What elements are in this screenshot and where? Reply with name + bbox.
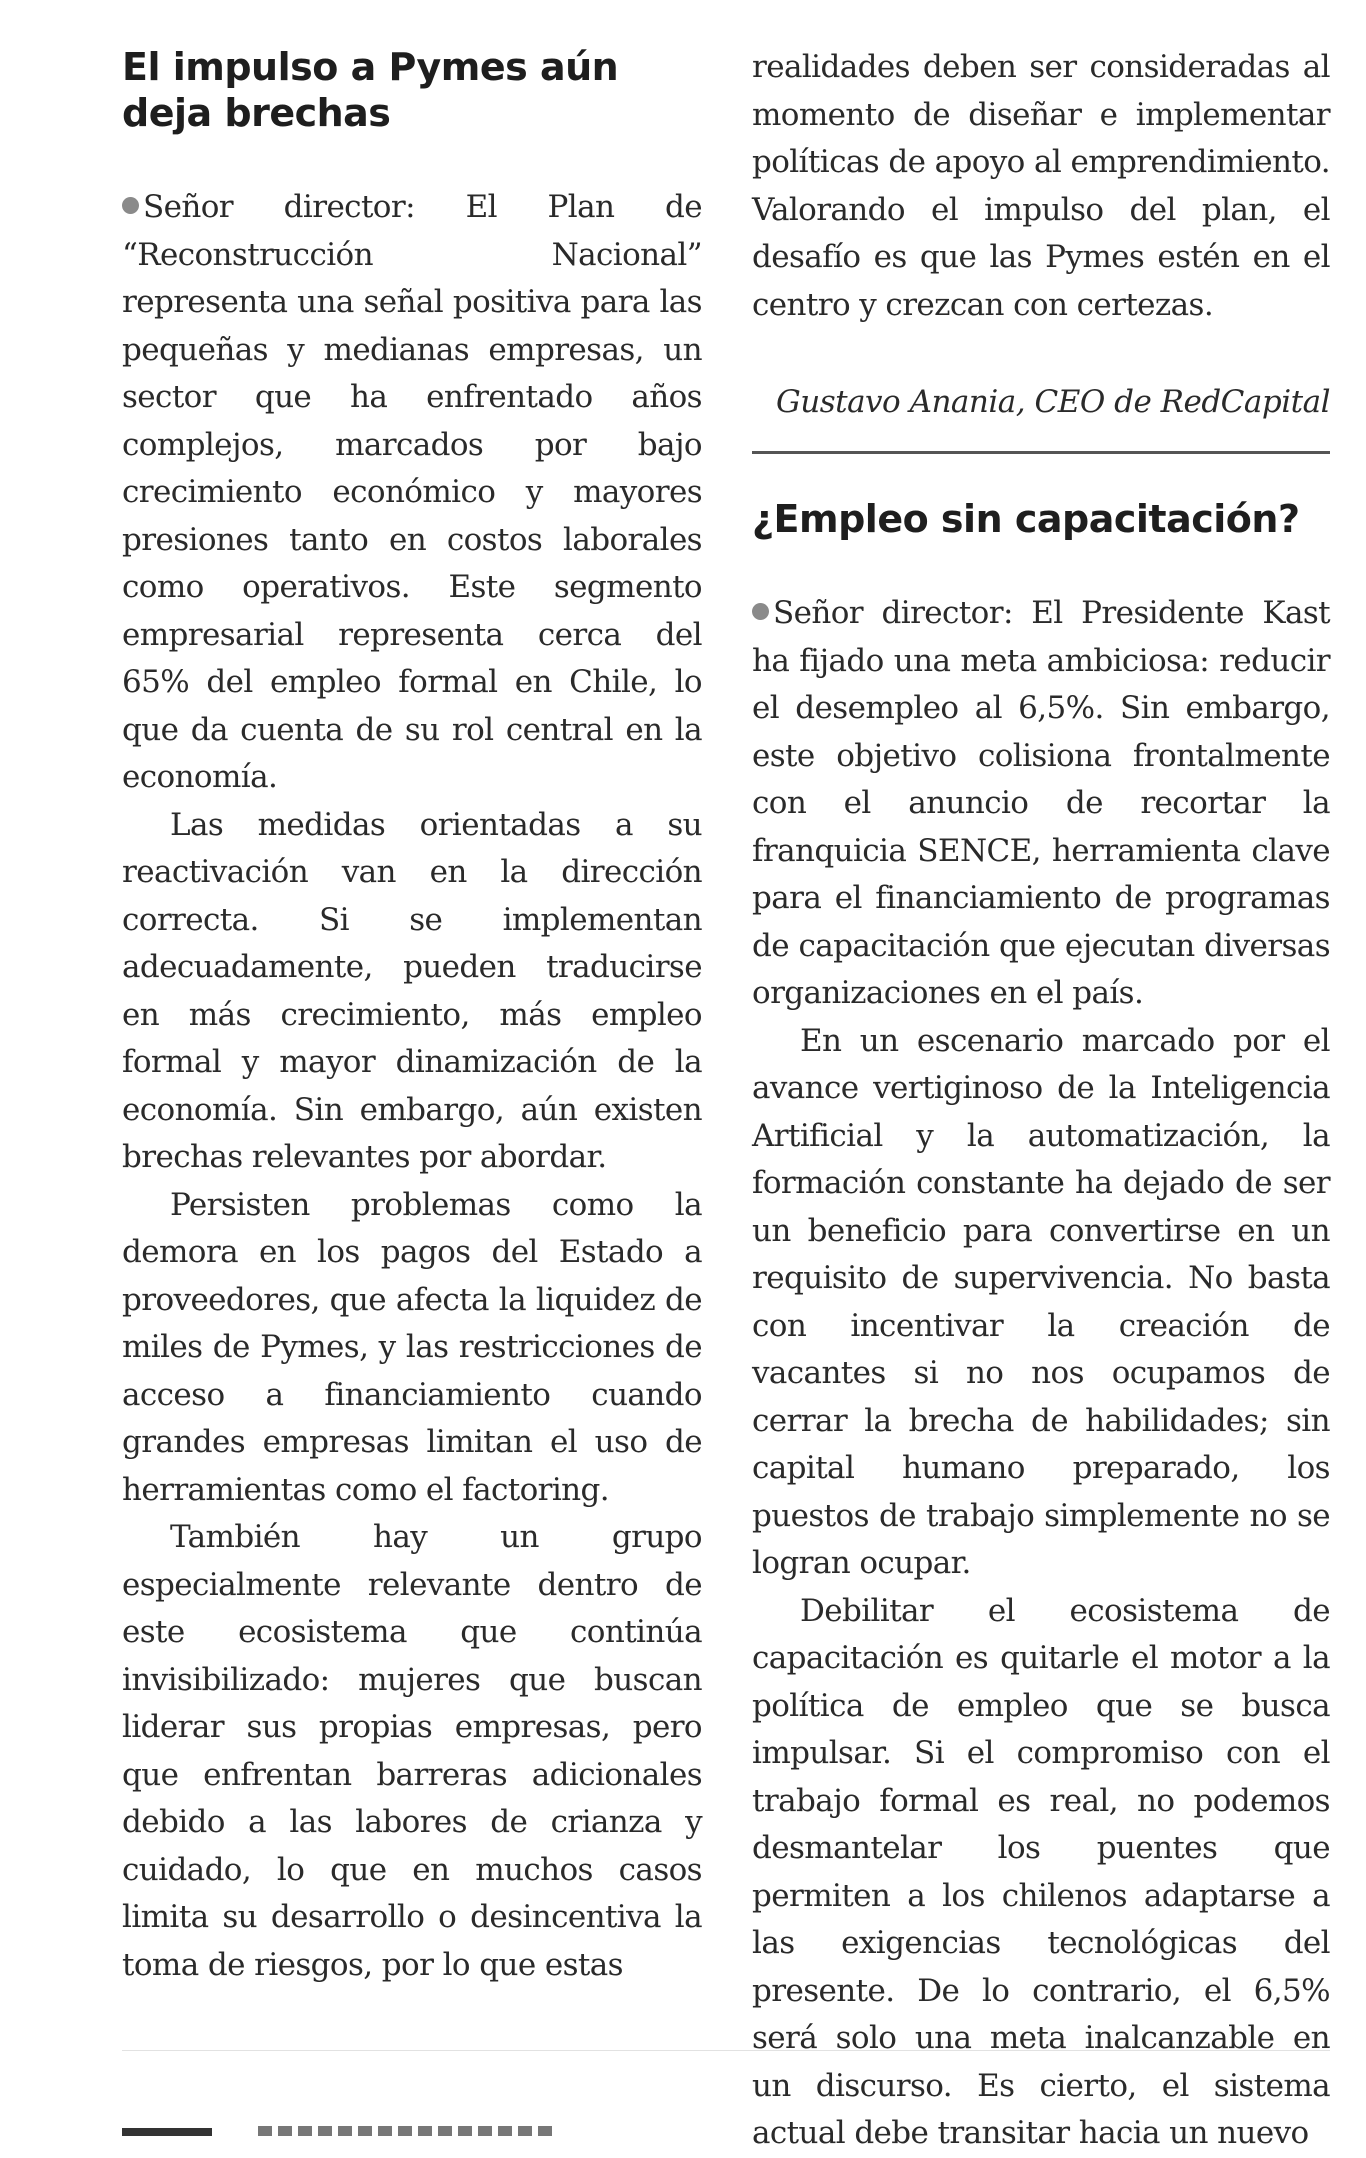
- letter-pymes-title: El impulso a Pymes aún deja brechas: [122, 45, 619, 135]
- letter-pymes-paragraph-3: Persisten problemas como la demora en los pagos del Estado a proveedores, que afecta la liquidez de miles de Pymes, y las restricciones de acceso a financiamiento cuando grandes empresas limitan el uso de herramientas como el factoring.: [122, 1186, 702, 1508]
- section-divider: [752, 451, 1330, 454]
- letter-empleo-paragraph-1: Señor director: El Presidente Kast ha fijado una meta ambiciosa: reducir el desempleo al 6,5%. Sin embargo, este objetivo colisiona frontalmente con el anuncio de recortar la franquicia SENCE, herramienta clave para el financiamiento de programas de capacitación que ejecutan diversas organizaciones en el país.: [752, 595, 1330, 1011]
- bullet-icon: [122, 197, 139, 214]
- letter-pymes-paragraph-4: También hay un grupo especialmente relevante dentro de este ecosistema que continúa invisibilizado: mujeres que buscan liderar sus propias empresas, pero que enfrentan barreras adicionales debido a las labores de crianza y cuidado, lo que en muchos casos limita su desarrollo o desincentiva la toma de riesgos, por lo que estas: [122, 1519, 702, 1983]
- letter-empleo-paragraph-2: En un escenario marcado por el avance vertiginoso de la Inteligencia Artificial y la automatización, la formación constante ha dejado de ser un beneficio para convertirse en un requisito de supervivencia. No basta con incentivar la creación de vacantes si no nos ocupamos de cerrar la brecha de habilidades; sin capital humano preparado, los puestos de trabajo simplemente no se logran ocupar.: [752, 1022, 1330, 1581]
- letter-pymes-paragraph-1: Señor director: El Plan de “Reconstrucción Nacional” representa una señal positiva para las pequeñas y medianas empresas, un sector que ha enfrentado años complejos, marcados por bajo crecimiento económico y mayores presiones tanto en costos laborales como operativos. Este segmento empresarial representa cerca del 65% del empleo formal en Chile, lo que da cuenta de su rol central en la economía.: [122, 189, 702, 795]
- letter-empleo-paragraph-3: Debilitar el ecosistema de capacitación es quitarle el motor a la política de empleo que se busca impulsar. Si el compromiso con el trabajo formal es real, no podemos desmantelar los puentes que permiten a los chilenos adaptarse a las exigencias tecnológicas del presente. De lo contrario, el 6,5% será solo una meta inalcanzable en un discurso. Es cierto, el sistema actual debe transitar hacia un nuevo: [752, 1592, 1330, 2151]
- letter-pymes-paragraph-2: Las medidas orientadas a su reactivación van en la dirección correcta. Si se implementan adecuadamente, pueden traducirse en más crecimiento, más empleo formal y mayor dinamización de la economía. Sin embargo, aún existen brechas relevantes por abordar.: [122, 806, 702, 1175]
- letter-pymes-paragraph-4-continued: realidades deben ser consideradas al momento de diseñar e implementar políticas de apoyo al emprendimiento. Valorando el impulso del plan, el desafío es que las Pymes estén en el centro y crezcan con certezas.: [752, 49, 1330, 323]
- letter-pymes: [122, 44, 702, 1989]
- letter-pymes-signature: Gustavo Anania, CEO de RedCapital: [775, 384, 1330, 420]
- cropped-logo-block: [122, 2128, 212, 2136]
- right-column: [752, 44, 1330, 2158]
- cropped-next-section-header: [122, 2126, 562, 2136]
- cropped-heading-fragment: [258, 2126, 558, 2136]
- page-bottom-rule: [122, 2050, 1330, 2051]
- letter-empleo-title: ¿Empleo sin capacitación?: [752, 497, 1300, 541]
- bullet-icon: [752, 603, 769, 620]
